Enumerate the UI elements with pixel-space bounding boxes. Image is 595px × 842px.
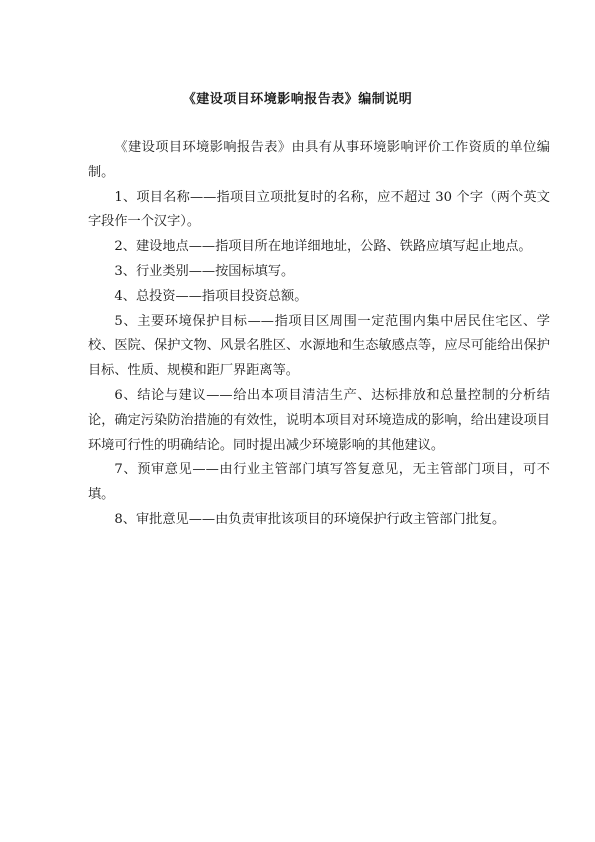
paragraph-item-1: 1、项目名称——指项目立项批复时的名称，应不超过 30 个字（两个英文字段作一个汉字）。 — [88, 189, 550, 230]
paragraph-item-2: 2、建设地点——指项目所在地详细地址，公路、铁路应填写起止地点。 — [114, 239, 532, 255]
paragraph-item-4: 4、总投资——指项目投资总额。 — [114, 288, 308, 304]
paragraph-item-5: 5、主要环境保护目标——指项目区周围一定范围内集中居民住宅区、学校、医院、保护文物、风景名胜区、水源地和生态敏感点等，应尽可能给出保护目标、性质、规模和距厂界距离等。 — [88, 313, 550, 379]
paragraph-item-7: 7、预审意见——由行业主管部门填写答复意见，无主管部门项目，可不填。 — [88, 462, 550, 503]
paragraph-intro: 《建设项目环境影响报告表》由具有从事环境影响评价工作资质的单位编制。 — [88, 140, 550, 180]
paragraph-item-3: 3、行业类别——按国标填写。 — [114, 263, 295, 279]
paragraph-item-6: 6、结论与建议——给出本项目清洁生产、达标排放和总量控制的分析结论，确定污染防治措施的有效性，说明本项目对环境造成的影响，给出建设项目环境可行性的明确结论。同时提出减少环境影响的其他建议。 — [88, 387, 550, 453]
paragraph-item-8: 8、审批意见——由负责审批该项目的环境保护行政主管部门批复。 — [114, 511, 506, 527]
document-body — [88, 136, 550, 533]
document-title: 《建设项目环境影响报告表》编制说明 — [182, 92, 413, 107]
